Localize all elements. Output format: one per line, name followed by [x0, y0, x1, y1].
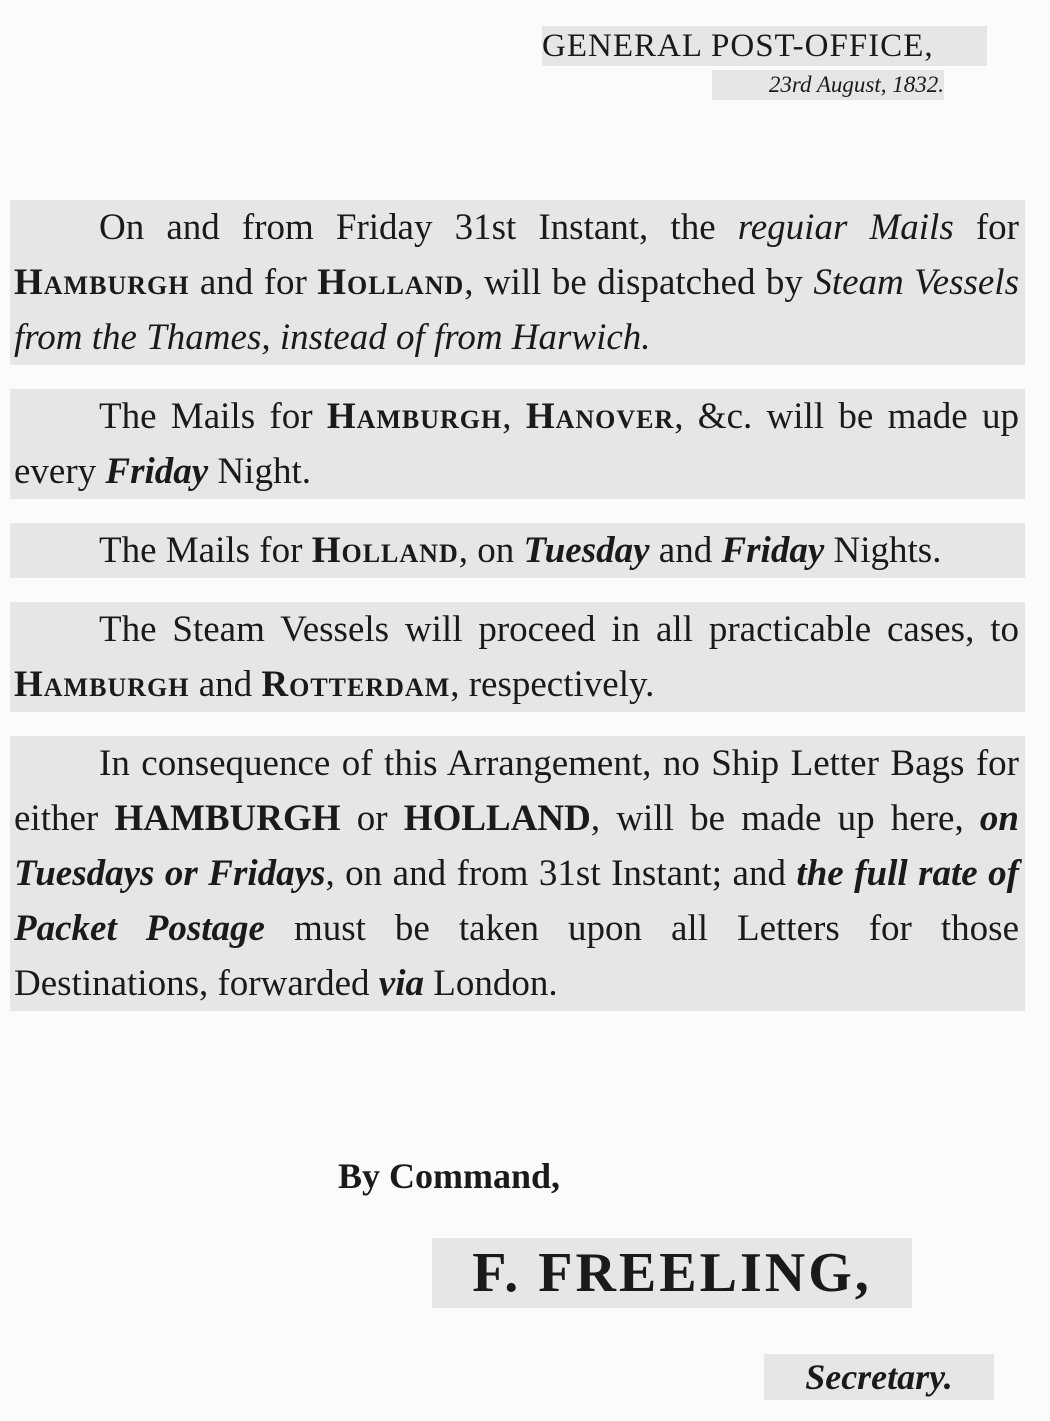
text-run: via [378, 963, 424, 1004]
text-run: , respectively. [450, 664, 655, 705]
text-run: London. [423, 963, 558, 1004]
place-name: Holland [317, 262, 465, 303]
text-run: the full rate of Packet Postage [14, 853, 1019, 949]
text-run: on Tuesdays or Fridays [14, 798, 1019, 894]
text-run: On and from Friday 31st Instant, the [99, 207, 738, 248]
text-run: or [340, 798, 404, 839]
notice-body [10, 200, 1025, 1070]
text-run: Nights. [824, 530, 942, 571]
paragraph-steam-vessels [10, 602, 1025, 712]
place-name: Hamburgh [14, 664, 190, 705]
place-name: Hamburgh [14, 262, 190, 303]
paragraph-holland-mails [10, 523, 1025, 578]
text-run: Friday [105, 451, 209, 492]
text-run: must be taken upon all Letters for those Destinations, forwarded [14, 908, 1019, 1004]
place-name: HAMBURGH [114, 798, 341, 839]
notice-date: 23rd August, 1832. [712, 70, 944, 100]
text-run: , &c. will be made up every [14, 396, 1020, 492]
place-name: HOLLAND [403, 798, 591, 839]
signatory-title: Secretary. [764, 1354, 994, 1400]
text-run: Steam Vessels from the Thames, instead of from Harwich. [14, 262, 1019, 358]
paragraph-hamburgh-mails [10, 389, 1025, 499]
place-name: Rotterdam [261, 664, 451, 705]
text-run: The Mails for [99, 396, 327, 437]
text-run: In consequence of this Arrangement, no Ship Letter Bags for either [14, 743, 1019, 839]
text-run: Friday [721, 530, 825, 571]
text-run: , [502, 396, 526, 437]
place-name: Hanover [525, 396, 675, 437]
paragraph-mail-dispatch [10, 200, 1025, 365]
place-name: Hamburgh [326, 396, 503, 437]
by-command-line: By Command, [338, 1156, 561, 1196]
text-run: The Mails for [99, 530, 312, 571]
text-run: Tuesday [523, 530, 650, 571]
text-run: and for [189, 262, 318, 303]
text-run: and [649, 530, 722, 571]
place-name: Holland [311, 530, 459, 571]
text-run: , will be made up here, [590, 798, 980, 839]
paragraph-arrangement [10, 736, 1025, 1011]
text-run: , on [458, 530, 524, 571]
text-run: and [189, 664, 262, 705]
text-run: , will be dispatched by [464, 262, 814, 303]
office-heading: GENERAL POST-OFFICE, [542, 26, 987, 66]
text-run: The Steam Vessels will proceed in all practicable cases, to [99, 609, 1019, 650]
text-run: reguiar Mails [737, 207, 954, 248]
text-run: , on and from 31st Instant; and [325, 853, 797, 894]
text-run: Night. [208, 451, 311, 492]
signatory-name: F. FREELING, [432, 1238, 912, 1308]
text-run: for [953, 207, 1019, 248]
